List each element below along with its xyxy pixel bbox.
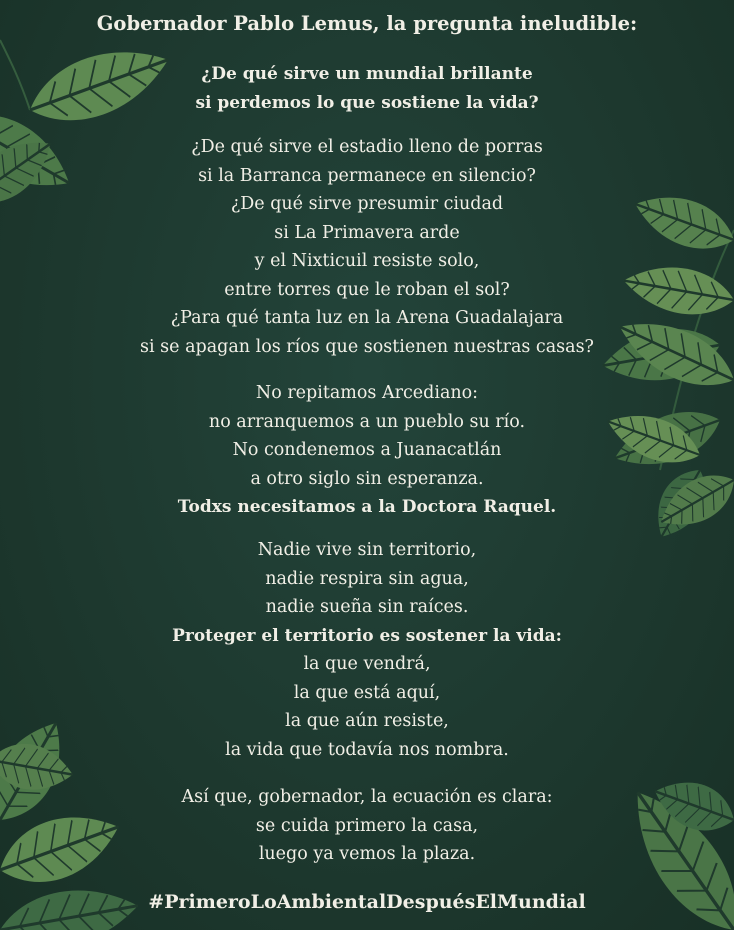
poem-line: ¿De qué sirve el estadio lleno de porras [191, 137, 543, 157]
poem-line: ¿De qué sirve un mundial brillante [201, 64, 533, 84]
poem-line: Nadie vive sin territorio, [257, 540, 477, 560]
poem-line: la vida que todavía nos nombra. [225, 739, 509, 760]
poem-line: no arranquemos a un pueblo su río. [208, 411, 526, 432]
poem-line: la que aún resiste, [285, 711, 449, 731]
poem-line: la que vendrá, [303, 654, 431, 674]
poem-line: se cuida primero la casa, [255, 815, 479, 836]
poem-line: No condenemos a Juanacatlán [232, 440, 502, 460]
poem-line: si La Primavera arde [274, 222, 460, 243]
stanza-5 [0, 783, 734, 869]
poem-line: ¿De qué sirve presumir ciudad [230, 194, 504, 214]
poem-line: si se apagan los ríos que sostienen nuestras casas? [140, 336, 594, 357]
poem-line: si perdemos lo que sostiene la vida? [195, 93, 539, 113]
poem-line: y el Nixticuil resiste solo, [254, 251, 480, 271]
stanza-2 [0, 133, 734, 361]
poem-line: la que está aquí, [293, 682, 441, 703]
poem-line: ¿Para qué tanta luz en la Arena Guadalajara [170, 308, 564, 328]
poem-line: luego ya vemos la plaza. [258, 844, 476, 864]
poem-title: Gobernador Pablo Lemus, la pregunta ineludible: [96, 12, 638, 35]
hashtag: #PrimeroLoAmbientalDespuésElMundial [148, 891, 586, 913]
stanza-4 [0, 536, 734, 764]
poem-line: a otro siglo sin esperanza. [250, 468, 484, 489]
poem-line: nadie sueña sin raíces. [265, 597, 469, 617]
poem-line: entre torres que le roban el sol? [224, 279, 510, 300]
poem-line-emphasis: Proteger el territorio es sostener la vida: [172, 625, 562, 646]
poem-line: Así que, gobernador, la ecuación es clara: [181, 787, 553, 807]
poem-line: nadie respira sin agua, [265, 568, 469, 589]
poem-line: si la Barranca permanece en silencio? [198, 165, 536, 186]
poem-line: No repitamos Arcediano: [255, 383, 479, 403]
poem-line-emphasis: Todxs necesitamos a la Doctora Raquel. [177, 497, 557, 517]
stanza-3 [0, 379, 734, 522]
stanza-1 [0, 60, 734, 118]
